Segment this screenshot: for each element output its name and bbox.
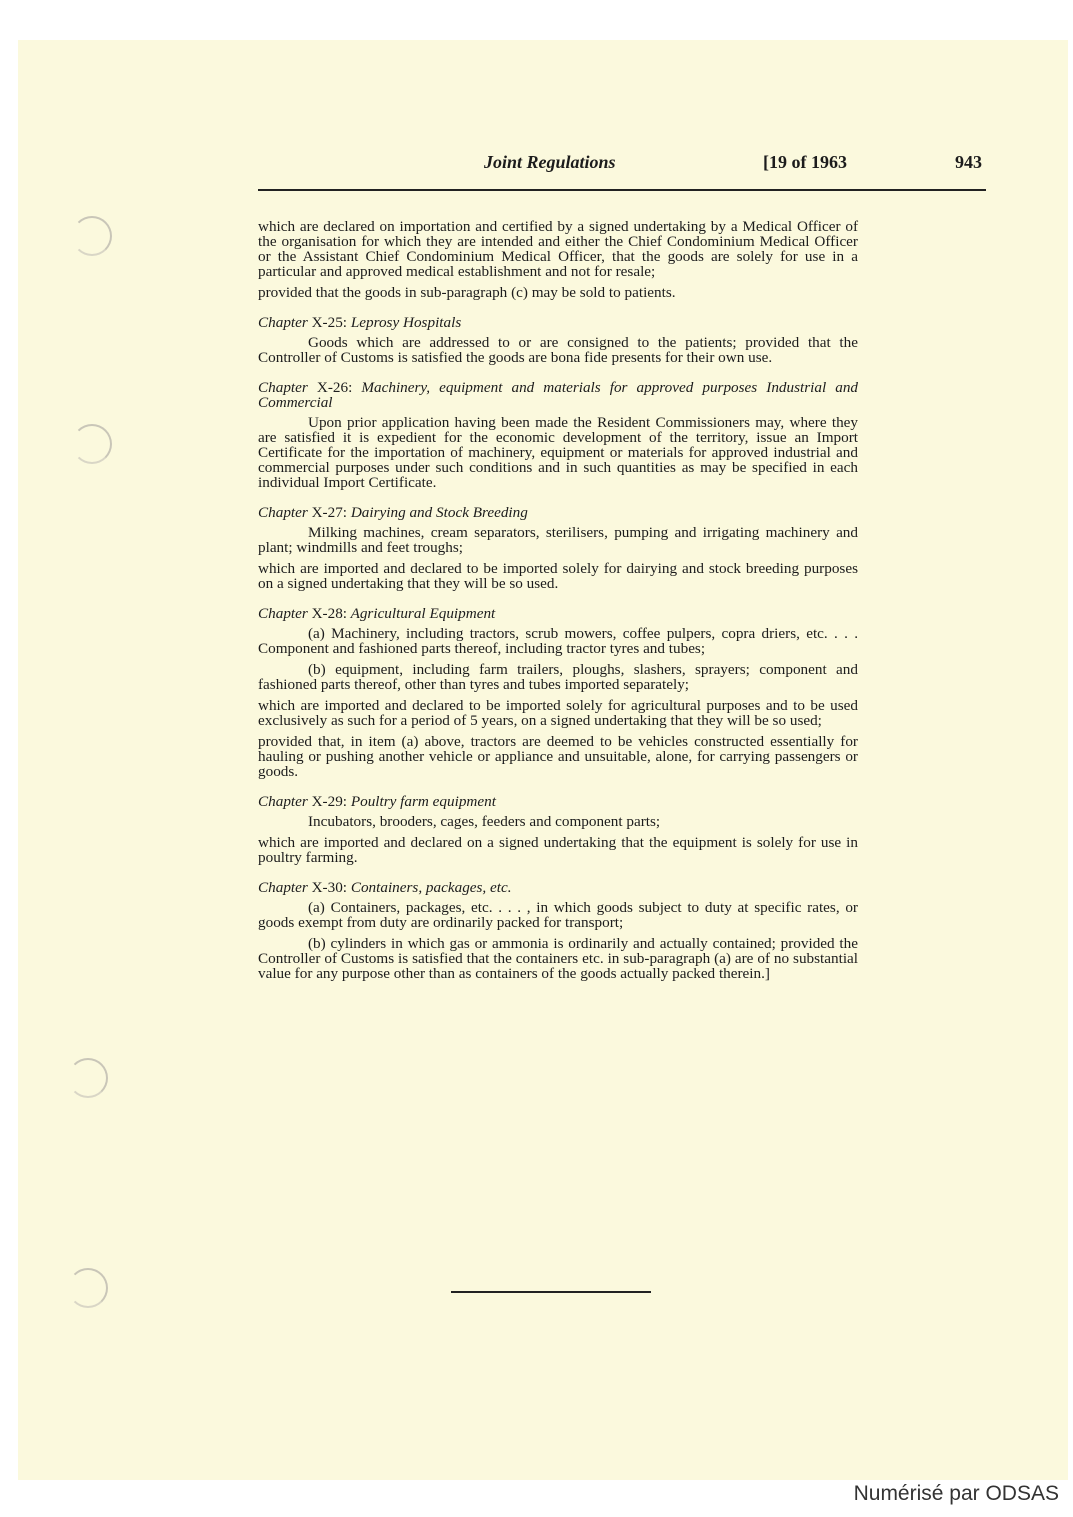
header-rule <box>258 189 986 191</box>
chapter-paragraph: (b) equipment, including farm trailers, ploughs, slashers, sprayers; component and fashioned parts thereof, other than tyres and tubes imported separately; <box>258 661 858 693</box>
chapter-number: X-27: <box>311 504 348 521</box>
chapter-heading <box>258 505 858 520</box>
chapter-title: Dairying and Stock Breeding <box>350 504 528 521</box>
chapter-paragraph: Milking machines, cream separators, sterilisers, pumping and irrigating machinery and plant; windmills and feet troughs; <box>258 524 858 556</box>
intro-continuation: which are declared on importation and certified by a signed undertaking by a Medical Officer of the organisation for which they are intended and either the Chief Condominium Medical Officer or the Assistant Chief Condominium Medical Officer, that the goods are solely for use in a particular and approved medical establishment and not for resale; <box>258 218 858 280</box>
page-header <box>260 152 986 176</box>
chapter-number: X-30: <box>311 879 348 896</box>
chapter-paragraph: (a) Containers, packages, etc. . . . , in which goods subject to duty at specific rates, or goods exempt from duty are ordinarily packed for transport; <box>258 899 858 931</box>
chapter-number: X-25: <box>311 314 348 331</box>
chapter-paragraph: which are imported and declared to be imported solely for agricultural purposes and to be used exclusively as such for a period of 5 years, on a signed undertaking that they will be so used; <box>258 697 858 729</box>
chapter-paragraph: which are imported and declared on a signed undertaking that the equipment is solely for use in poultry farming. <box>258 834 858 866</box>
chapter-paragraph: (b) cylinders in which gas or ammonia is ordinarily and actually contained; provided the Controller of Customs is satisfied that the containers etc. in sub-paragraph (a) are of no substantial value for any purpose other than as containers of the goods actually packed therein.] <box>258 935 858 982</box>
punch-hole-4 <box>68 1268 108 1308</box>
chapter-number: X-29: <box>311 793 348 810</box>
chapter-heading <box>258 606 858 621</box>
chapter-title: Agricultural Equipment <box>350 605 496 622</box>
chapter-paragraph: Goods which are addressed to or are consigned to the patients; provided that the Controller of Customs is satisfied the goods are bona fide presents for their own use. <box>258 334 858 366</box>
chapter-label: Chapter <box>258 879 308 896</box>
chapter-label: Chapter <box>258 793 308 810</box>
chapter-number: X-28: <box>311 605 348 622</box>
chapter-heading <box>258 380 858 410</box>
punch-hole-1 <box>72 216 112 256</box>
running-title: Joint Regulations <box>484 152 616 172</box>
end-rule <box>451 1291 651 1293</box>
chapter-title: Containers, packages, etc. <box>350 879 512 896</box>
chapter-paragraph: Upon prior application having been made the Resident Commissioners may, where they are satisfied it is expedient for the economic development of the territory, issue an Import Certificate for the importation of machinery, equipment or materials for approved industrial and commercial purposes under such conditions and in such quantities as may be specified in each individual Import Certificate. <box>258 414 858 491</box>
punch-hole-3 <box>68 1058 108 1098</box>
chapter-list <box>258 315 858 981</box>
punch-hole-2 <box>72 424 112 464</box>
chapter-paragraph: provided that, in item (a) above, tractors are deemed to be vehicles constructed essentially for hauling or pushing another vehicle or appliance and unsuitable, alone, for carrying passengers or goods. <box>258 733 858 780</box>
chapter-number: X-26: <box>316 379 353 396</box>
chapter-paragraph: which are imported and declared to be imported solely for dairying and stock breeding purposes on a signed undertaking that they will be so used. <box>258 560 858 592</box>
digitization-watermark: Numérisé par ODSAS <box>853 1482 1059 1505</box>
body-text <box>258 219 858 987</box>
chapter-label: Chapter <box>258 314 308 331</box>
chapter-label: Chapter <box>258 379 308 396</box>
act-reference: [19 of 1963 <box>763 152 847 172</box>
chapter-title: Leprosy Hospitals <box>350 314 462 331</box>
chapter-paragraph: (a) Machinery, including tractors, scrub mowers, coffee pulpers, copra driers, etc. . . . Component and fashioned parts thereof, including tractor tyres and tubes; <box>258 625 858 657</box>
chapter-paragraph: Incubators, brooders, cages, feeders and component parts; <box>308 813 661 830</box>
intro-proviso: provided that the goods in sub-paragraph (c) may be sold to patients. <box>258 284 676 301</box>
chapter-heading <box>258 880 858 895</box>
chapter-title: Poultry farm equipment <box>350 793 496 810</box>
chapter-heading <box>258 794 858 809</box>
page-number: 943 <box>955 152 982 172</box>
chapter-title: Machinery, equipment and materials for approved purposes Industrial and Commercial <box>258 379 859 411</box>
chapter-heading <box>258 315 858 330</box>
chapter-label: Chapter <box>258 605 308 622</box>
chapter-label: Chapter <box>258 504 308 521</box>
